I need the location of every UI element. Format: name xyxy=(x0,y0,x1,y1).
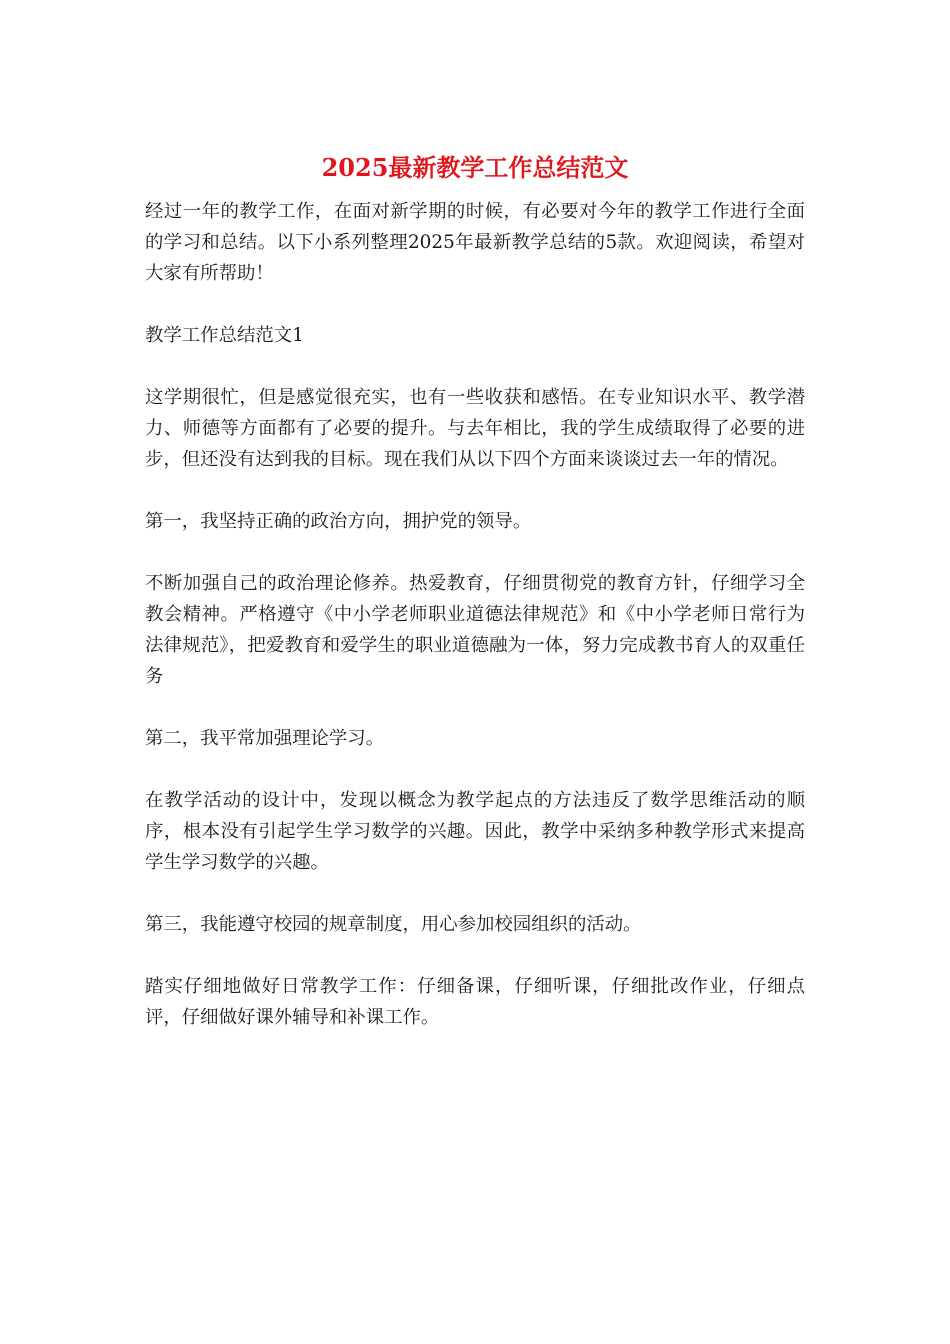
point-heading-2: 第二，我平常加强理论学习。 xyxy=(145,728,385,749)
body-paragraph: 在教学活动的设计中，发现以概念为教学起点的方法违反了数学思维活动的顺序，根本没有引起学生学习数学的兴趣。因此，教学中采纳多种教学形式来提高学生学习数学的兴趣。 xyxy=(145,790,805,873)
body-paragraph: 这学期很忙，但是感觉很充实，也有一些收获和感悟。在专业知识水平、教学潜力、师德等方面都有了必要的提升。与去年相比，我的学生成绩取得了必要的进步，但还没有达到我的目标。现在我们从以下四个方面来谈谈过去一年的情况。 xyxy=(145,387,805,470)
point-heading-1: 第一，我坚持正确的政治方向，拥护党的领导。 xyxy=(145,511,532,532)
intro-paragraph: 经过一年的教学工作，在面对新学期的时候，有必要对今年的教学工作进行全面的学习和总结。以下小系列整理2025年最新教学总结的5款。欢迎阅读，希望对大家有所帮助！ xyxy=(145,201,805,284)
body-paragraph: 不断加强自己的政治理论修养。热爱教育，仔细贯彻党的教育方针，仔细学习全教会精神。严格遵守《中小学老师职业道德法律规范》和《中小学老师日常行为法律规范》，把爱教育和爱学生的职业道德融为一体，努力完成教书育人的双重任务 xyxy=(145,573,805,687)
body-paragraph: 踏实仔细地做好日常教学工作：仔细备课，仔细听课，仔细批改作业，仔细点评，仔细做好课外辅导和补课工作。 xyxy=(145,976,805,1028)
document-body xyxy=(145,196,805,1064)
point-heading-3: 第三，我能遵守校园的规章制度，用心参加校园组织的活动。 xyxy=(145,914,642,935)
section-heading: 教学工作总结范文1 xyxy=(145,325,304,346)
document-title: 2025最新教学工作总结范文 xyxy=(321,153,629,182)
